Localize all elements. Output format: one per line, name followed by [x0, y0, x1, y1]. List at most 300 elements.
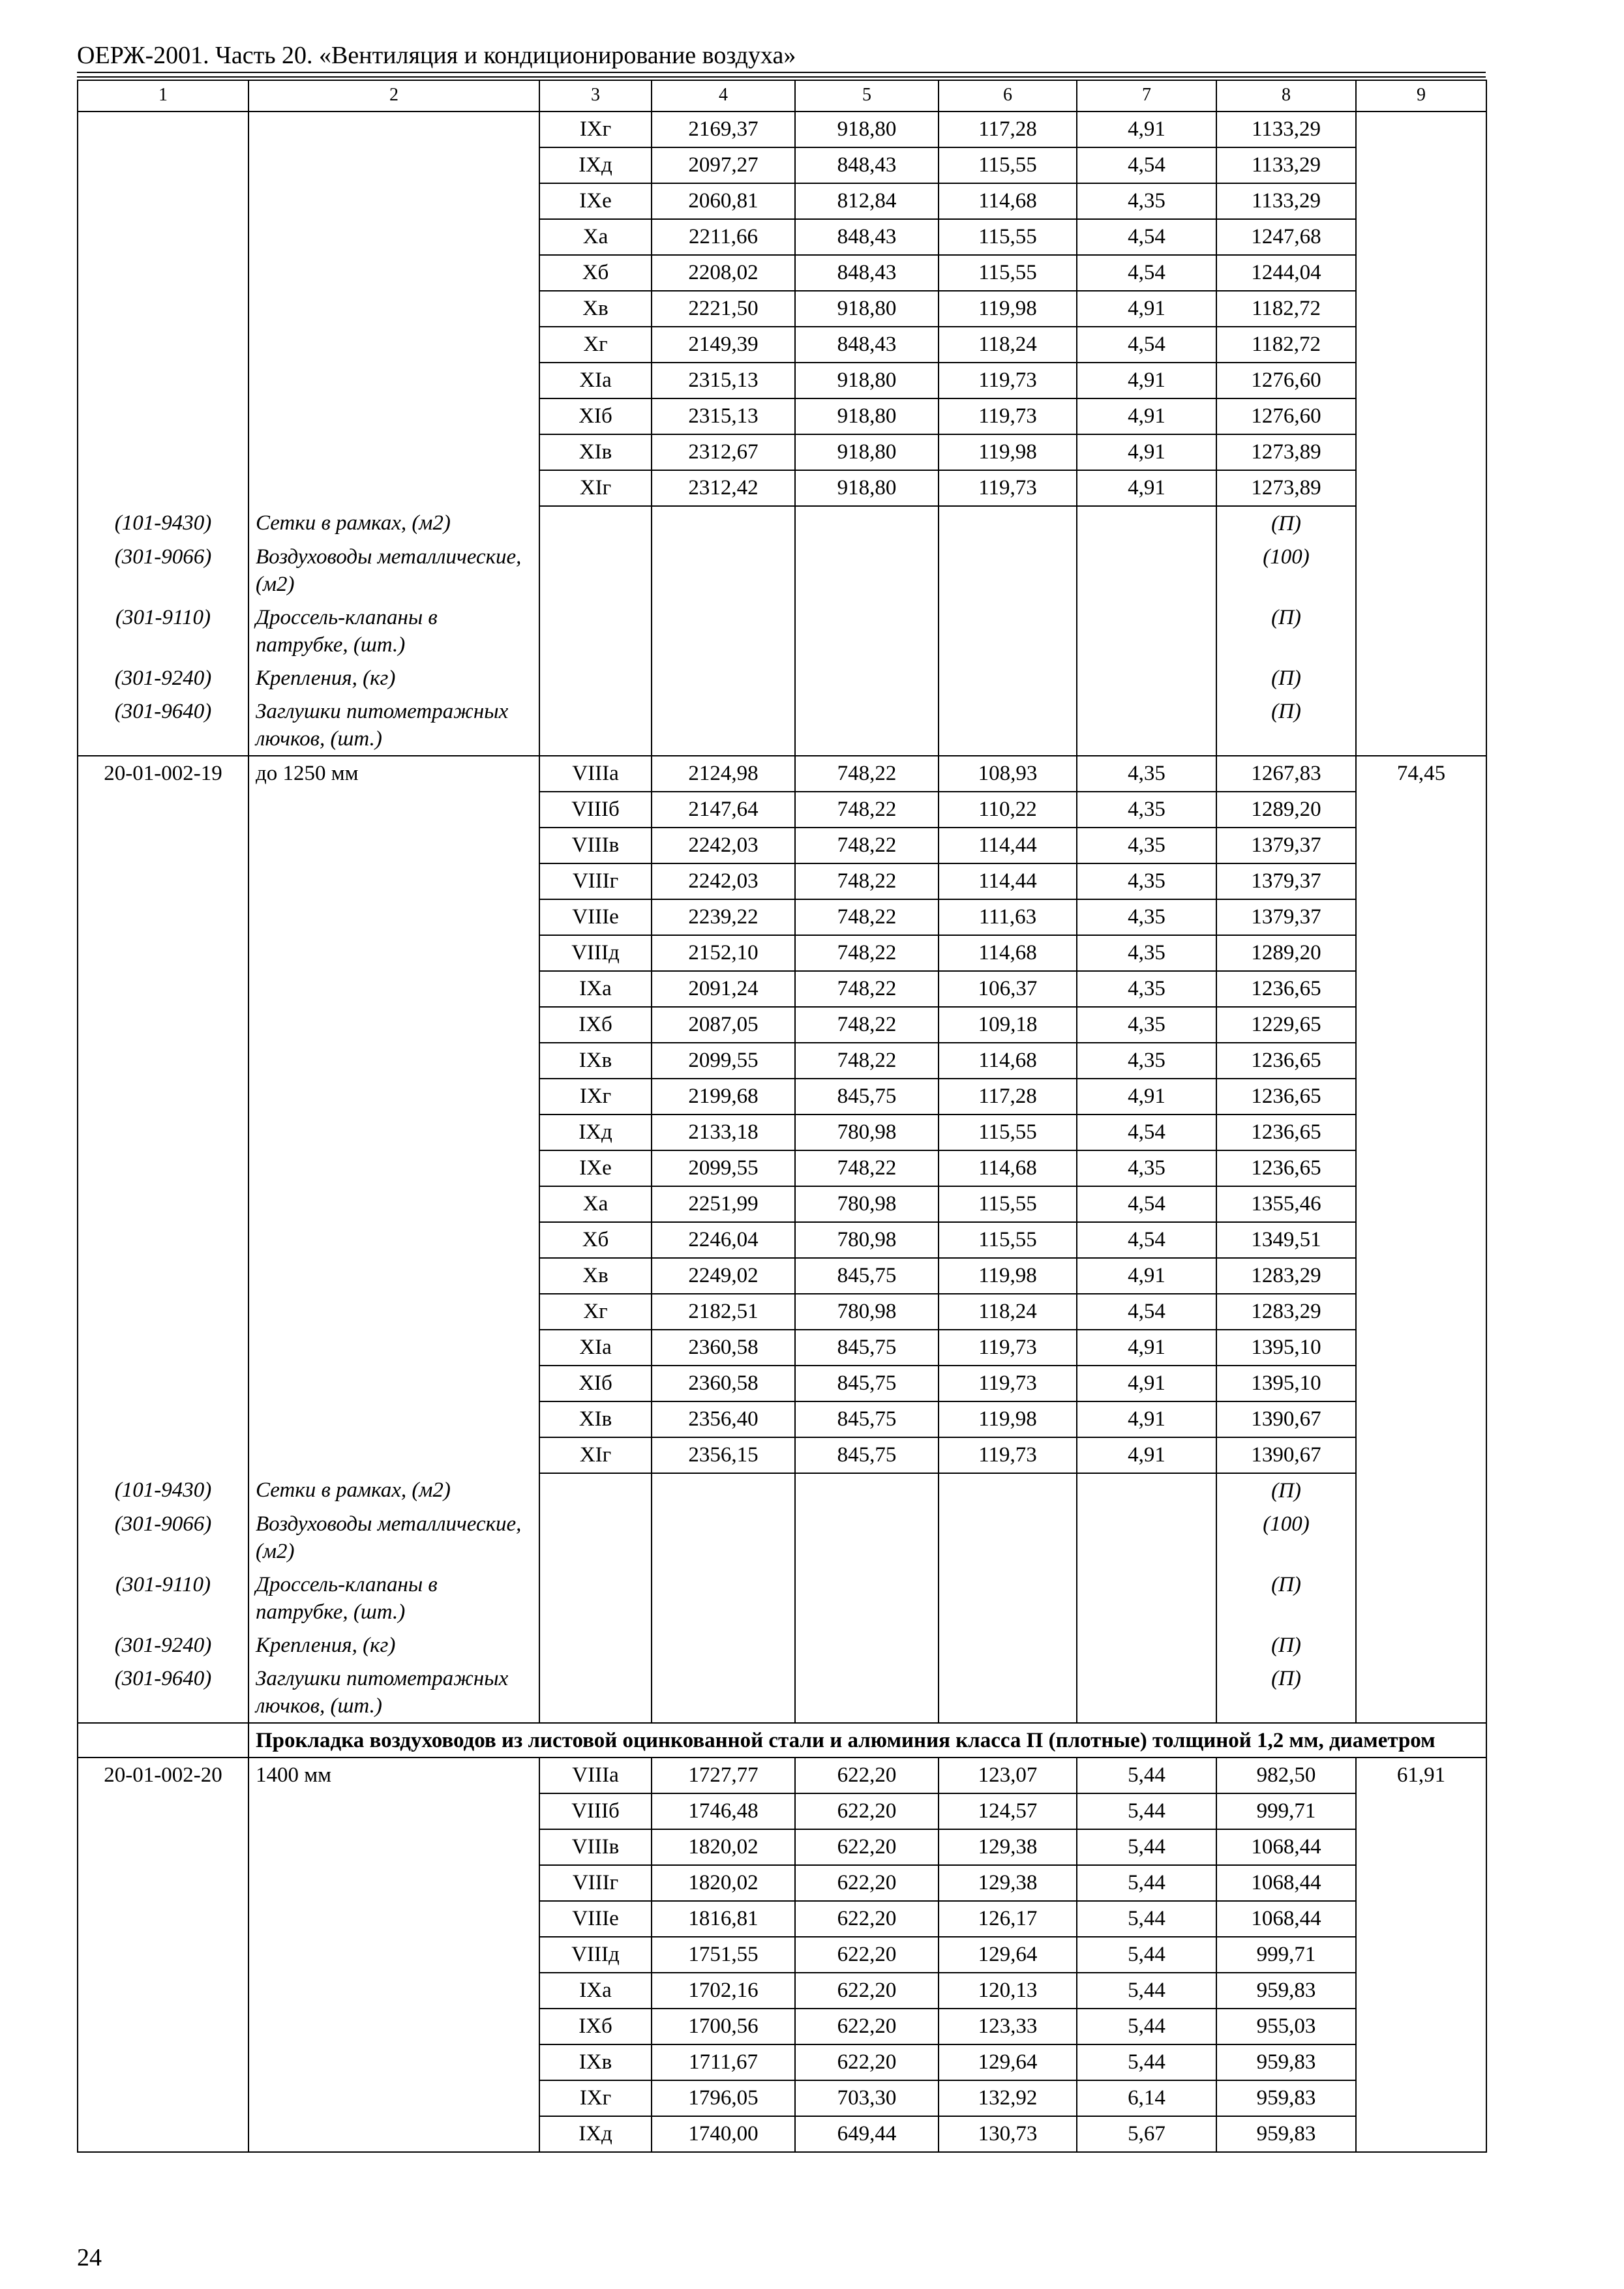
value-cell: 2312,42 [652, 470, 795, 506]
rate-code [78, 1937, 248, 1973]
region-cell: Xг [539, 1294, 652, 1330]
value-cell: 2221,50 [652, 291, 795, 327]
unit-value [1356, 1437, 1486, 1473]
value-cell: 918,80 [795, 363, 939, 398]
rate-name [248, 1043, 539, 1079]
rate-row [78, 1079, 1486, 1115]
region-cell: VIIIд [539, 935, 652, 971]
value-cell: 622,20 [795, 1901, 939, 1937]
rate-code [78, 1150, 248, 1186]
value-cell: 2251,99 [652, 1186, 795, 1222]
region-cell: VIIIе [539, 1901, 652, 1937]
rate-code [78, 2044, 248, 2080]
rate-code [78, 434, 248, 470]
value-cell: 4,35 [1077, 828, 1216, 863]
region-cell: IXб [539, 1007, 652, 1043]
rate-name [248, 434, 539, 470]
material-name: Сетки в рамках, (м2) [248, 506, 539, 540]
empty-cell [795, 1473, 939, 1507]
value-cell: 2246,04 [652, 1222, 795, 1258]
value-cell: 126,17 [939, 1901, 1077, 1937]
value-cell: 780,98 [795, 1222, 939, 1258]
unit-value [1356, 899, 1486, 935]
rate-code [78, 1829, 248, 1865]
value-cell: 118,24 [939, 1294, 1077, 1330]
material-row [78, 1628, 1486, 1662]
material-name: Дроссель-клапаны в патрубке, (шт.) [248, 601, 539, 661]
value-cell: 959,83 [1216, 2116, 1356, 2152]
unit-value [1356, 255, 1486, 291]
value-cell: 748,22 [795, 935, 939, 971]
unit-value [1356, 363, 1486, 398]
region-cell: IXд [539, 1115, 652, 1150]
empty-cell [1356, 1568, 1486, 1628]
material-code: (301-9640) [78, 1662, 248, 1723]
material-quantity: (П) [1216, 1568, 1356, 1628]
value-cell: 999,71 [1216, 1793, 1356, 1829]
value-cell: 1395,10 [1216, 1366, 1356, 1401]
rate-code [78, 398, 248, 434]
empty-cell [795, 661, 939, 695]
value-cell: 2169,37 [652, 112, 795, 147]
value-cell: 1355,46 [1216, 1186, 1356, 1222]
material-row [78, 506, 1486, 540]
value-cell: 622,20 [795, 2009, 939, 2044]
value-cell: 4,91 [1077, 291, 1216, 327]
value-cell: 982,50 [1216, 1758, 1356, 1793]
value-cell: 117,28 [939, 1079, 1077, 1115]
value-cell: 1289,20 [1216, 792, 1356, 828]
value-cell: 622,20 [795, 1937, 939, 1973]
empty-cell [939, 1568, 1077, 1628]
value-cell: 5,67 [1077, 2116, 1216, 2152]
value-cell: 119,73 [939, 363, 1077, 398]
value-cell: 4,54 [1077, 147, 1216, 183]
rate-row [78, 1222, 1486, 1258]
rate-row [78, 1937, 1486, 1973]
value-cell: 5,44 [1077, 2009, 1216, 2044]
rate-name: до 1250 мм [248, 756, 539, 792]
unit-value [1356, 1366, 1486, 1401]
value-cell: 1267,83 [1216, 756, 1356, 792]
empty-cell [1356, 1662, 1486, 1723]
value-cell: 132,92 [939, 2080, 1077, 2116]
value-cell: 2356,15 [652, 1437, 795, 1473]
value-cell: 918,80 [795, 291, 939, 327]
value-cell: 1283,29 [1216, 1294, 1356, 1330]
rate-name [248, 1294, 539, 1330]
unit-value [1356, 1865, 1486, 1901]
rate-row [78, 756, 1486, 792]
value-cell: 114,68 [939, 1150, 1077, 1186]
unit-value [1356, 1007, 1486, 1043]
value-cell: 5,44 [1077, 1937, 1216, 1973]
empty-cell [539, 540, 652, 601]
rate-name [248, 899, 539, 935]
rate-code [78, 899, 248, 935]
rate-code [78, 2080, 248, 2116]
unit-value [1356, 1258, 1486, 1294]
value-cell: 959,83 [1216, 2044, 1356, 2080]
value-cell: 4,91 [1077, 398, 1216, 434]
material-name: Дроссель-клапаны в патрубке, (шт.) [248, 1568, 539, 1628]
value-cell: 2199,68 [652, 1079, 795, 1115]
empty-cell [652, 1507, 795, 1568]
unit-value [1356, 2044, 1486, 2080]
value-cell: 748,22 [795, 1007, 939, 1043]
value-cell: 114,68 [939, 183, 1077, 219]
value-cell: 123,33 [939, 2009, 1077, 2044]
rate-row [78, 1793, 1486, 1829]
value-cell: 622,20 [795, 1973, 939, 2009]
rate-row [78, 291, 1486, 327]
region-cell: VIIIа [539, 1758, 652, 1793]
unit-value [1356, 398, 1486, 434]
value-cell: 119,98 [939, 434, 1077, 470]
value-cell: 622,20 [795, 1793, 939, 1829]
value-cell: 1133,29 [1216, 147, 1356, 183]
value-cell: 4,54 [1077, 255, 1216, 291]
empty-cell [795, 540, 939, 601]
value-cell: 918,80 [795, 470, 939, 506]
empty-cell [1077, 601, 1216, 661]
value-cell: 119,98 [939, 1401, 1077, 1437]
rate-row [78, 147, 1486, 183]
rate-row [78, 1007, 1486, 1043]
unit-value [1356, 1222, 1486, 1258]
rate-row [78, 1366, 1486, 1401]
value-cell: 848,43 [795, 147, 939, 183]
value-cell: 2152,10 [652, 935, 795, 971]
rate-row [78, 219, 1486, 255]
empty-cell [1356, 661, 1486, 695]
value-cell: 120,13 [939, 1973, 1077, 2009]
region-cell: IXг [539, 112, 652, 147]
rate-row [78, 183, 1486, 219]
material-row [78, 540, 1486, 601]
value-cell: 4,54 [1077, 327, 1216, 363]
value-cell: 1236,65 [1216, 971, 1356, 1007]
rate-row [78, 1330, 1486, 1366]
column-number: 2 [248, 80, 539, 112]
empty-cell [652, 1662, 795, 1723]
value-cell: 1273,89 [1216, 434, 1356, 470]
unit-value [1356, 291, 1486, 327]
value-cell: 4,35 [1077, 756, 1216, 792]
empty-cell [1356, 506, 1486, 540]
region-cell: XIб [539, 1366, 652, 1401]
rate-name [248, 291, 539, 327]
value-cell: 1236,65 [1216, 1043, 1356, 1079]
material-code: (301-9640) [78, 695, 248, 756]
value-cell: 918,80 [795, 434, 939, 470]
unit-value [1356, 792, 1486, 828]
rate-row [78, 1043, 1486, 1079]
value-cell: 119,98 [939, 1258, 1077, 1294]
region-cell: VIIIв [539, 1829, 652, 1865]
value-cell: 2060,81 [652, 183, 795, 219]
empty-cell [652, 1628, 795, 1662]
rate-name [248, 183, 539, 219]
unit-value [1356, 2080, 1486, 2116]
value-cell: 129,64 [939, 1937, 1077, 1973]
section-code-empty [78, 1723, 248, 1758]
rate-name [248, 1829, 539, 1865]
rate-name [248, 1366, 539, 1401]
value-cell: 5,44 [1077, 1973, 1216, 2009]
value-cell: 845,75 [795, 1437, 939, 1473]
rate-row [78, 1901, 1486, 1937]
value-cell: 110,22 [939, 792, 1077, 828]
value-cell: 2182,51 [652, 1294, 795, 1330]
value-cell: 117,28 [939, 112, 1077, 147]
rate-code [78, 935, 248, 971]
value-cell: 4,35 [1077, 792, 1216, 828]
empty-cell [1077, 1568, 1216, 1628]
value-cell: 649,44 [795, 2116, 939, 2152]
column-number: 4 [652, 80, 795, 112]
unit-value [1356, 1793, 1486, 1829]
value-cell: 109,18 [939, 1007, 1077, 1043]
value-cell: 129,64 [939, 2044, 1077, 2080]
value-cell: 119,73 [939, 470, 1077, 506]
value-cell: 4,91 [1077, 1079, 1216, 1115]
material-name: Сетки в рамках, (м2) [248, 1473, 539, 1507]
region-cell: IXв [539, 1043, 652, 1079]
rate-row [78, 792, 1486, 828]
value-cell: 4,91 [1077, 1437, 1216, 1473]
rate-name [248, 1901, 539, 1937]
value-cell: 4,54 [1077, 219, 1216, 255]
rate-name [248, 863, 539, 899]
column-number: 9 [1356, 80, 1486, 112]
empty-cell [652, 506, 795, 540]
rate-code [78, 219, 248, 255]
empty-cell [539, 1507, 652, 1568]
unit-value: 61,91 [1356, 1758, 1486, 1793]
value-cell: 2087,05 [652, 1007, 795, 1043]
rate-name [248, 935, 539, 971]
value-cell: 1283,29 [1216, 1258, 1356, 1294]
unit-value: 74,45 [1356, 756, 1486, 792]
region-cell: IXд [539, 2116, 652, 2152]
empty-cell [1356, 1473, 1486, 1507]
material-code: (301-9066) [78, 1507, 248, 1568]
value-cell: 5,44 [1077, 1901, 1216, 1937]
rate-name [248, 1258, 539, 1294]
empty-cell [795, 1662, 939, 1723]
value-cell: 4,35 [1077, 935, 1216, 971]
rate-name [248, 1079, 539, 1115]
rate-row [78, 971, 1486, 1007]
rate-row [78, 1401, 1486, 1437]
column-number: 1 [78, 80, 248, 112]
rate-row [78, 1865, 1486, 1901]
material-code: (301-9066) [78, 540, 248, 601]
value-cell: 108,93 [939, 756, 1077, 792]
rate-name [248, 470, 539, 506]
material-code: (301-9240) [78, 661, 248, 695]
rate-code [78, 1007, 248, 1043]
value-cell: 119,73 [939, 1330, 1077, 1366]
empty-cell [939, 661, 1077, 695]
value-cell: 1390,67 [1216, 1401, 1356, 1437]
value-cell: 4,54 [1077, 1186, 1216, 1222]
region-cell: Xа [539, 1186, 652, 1222]
region-cell: XIг [539, 1437, 652, 1473]
rate-name [248, 1186, 539, 1222]
value-cell: 130,73 [939, 2116, 1077, 2152]
material-code: (301-9110) [78, 601, 248, 661]
material-row [78, 1473, 1486, 1507]
value-cell: 1236,65 [1216, 1115, 1356, 1150]
value-cell: 4,91 [1077, 1366, 1216, 1401]
value-cell: 119,73 [939, 1437, 1077, 1473]
unit-value [1356, 2116, 1486, 2152]
rate-code [78, 828, 248, 863]
rate-row [78, 935, 1486, 971]
rate-code [78, 255, 248, 291]
rate-row [78, 1829, 1486, 1865]
rate-row [78, 1437, 1486, 1473]
material-name: Крепления, (кг) [248, 1628, 539, 1662]
region-cell: Xб [539, 255, 652, 291]
empty-cell [939, 1662, 1077, 1723]
value-cell: 845,75 [795, 1366, 939, 1401]
value-cell: 6,14 [1077, 2080, 1216, 2116]
region-cell: XIв [539, 1401, 652, 1437]
value-cell: 748,22 [795, 899, 939, 935]
material-name: Воздуховоды металлические, (м2) [248, 1507, 539, 1568]
rate-code [78, 2009, 248, 2044]
value-cell: 812,84 [795, 183, 939, 219]
value-cell: 959,83 [1216, 2080, 1356, 2116]
rate-row [78, 828, 1486, 863]
region-cell: XIг [539, 470, 652, 506]
unit-value [1356, 470, 1486, 506]
rate-code [78, 1901, 248, 1937]
rate-name [248, 2080, 539, 2116]
column-number: 7 [1077, 80, 1216, 112]
value-cell: 4,35 [1077, 1007, 1216, 1043]
value-cell: 780,98 [795, 1115, 939, 1150]
rate-code [78, 971, 248, 1007]
empty-cell [1356, 540, 1486, 601]
rate-name: 1400 мм [248, 1758, 539, 1793]
rate-row [78, 863, 1486, 899]
value-cell: 2315,13 [652, 363, 795, 398]
region-cell: VIIIг [539, 1865, 652, 1901]
empty-cell [795, 1507, 939, 1568]
rate-code [78, 2116, 248, 2152]
region-cell: Xб [539, 1222, 652, 1258]
rate-row [78, 1115, 1486, 1150]
material-code: (301-9240) [78, 1628, 248, 1662]
value-cell: 4,35 [1077, 1150, 1216, 1186]
empty-cell [1077, 1662, 1216, 1723]
empty-cell [652, 1473, 795, 1507]
value-cell: 748,22 [795, 792, 939, 828]
rate-code [78, 1294, 248, 1330]
value-cell: 1236,65 [1216, 1150, 1356, 1186]
value-cell: 2242,03 [652, 863, 795, 899]
empty-cell [939, 601, 1077, 661]
empty-cell [939, 1628, 1077, 1662]
empty-cell [939, 1507, 1077, 1568]
unit-value [1356, 1079, 1486, 1115]
value-cell: 1820,02 [652, 1829, 795, 1865]
value-cell: 129,38 [939, 1865, 1077, 1901]
value-cell: 2211,66 [652, 219, 795, 255]
unit-value [1356, 971, 1486, 1007]
value-cell: 1133,29 [1216, 112, 1356, 147]
region-cell: IXа [539, 971, 652, 1007]
value-cell: 2315,13 [652, 398, 795, 434]
value-cell: 1068,44 [1216, 1829, 1356, 1865]
value-cell: 2091,24 [652, 971, 795, 1007]
empty-cell [1077, 1473, 1216, 1507]
region-cell: Xг [539, 327, 652, 363]
document-header: ОЕРЖ-2001. Часть 20. «Вентиляция и кондиционирование воздуха» [77, 42, 796, 69]
rate-name [248, 255, 539, 291]
region-cell: XIв [539, 434, 652, 470]
rate-code [78, 1437, 248, 1473]
value-cell: 1700,56 [652, 2009, 795, 2044]
rate-name [248, 147, 539, 183]
region-cell: IXе [539, 183, 652, 219]
rate-row [78, 398, 1486, 434]
value-cell: 5,44 [1077, 1758, 1216, 1793]
value-cell: 748,22 [795, 1150, 939, 1186]
value-cell: 1236,65 [1216, 1079, 1356, 1115]
empty-cell [1077, 661, 1216, 695]
region-cell: IXа [539, 1973, 652, 2009]
rate-code [78, 1366, 248, 1401]
region-cell: IXе [539, 1150, 652, 1186]
material-quantity: (П) [1216, 661, 1356, 695]
value-cell: 748,22 [795, 828, 939, 863]
material-row [78, 695, 1486, 756]
rate-row [78, 327, 1486, 363]
unit-value [1356, 1937, 1486, 1973]
empty-cell [539, 695, 652, 756]
rate-row [78, 1186, 1486, 1222]
value-cell: 1702,16 [652, 1973, 795, 2009]
rate-name [248, 971, 539, 1007]
unit-value [1356, 1330, 1486, 1366]
value-cell: 848,43 [795, 327, 939, 363]
rate-row [78, 2116, 1486, 2152]
region-cell: VIIIб [539, 792, 652, 828]
value-cell: 1182,72 [1216, 327, 1356, 363]
rate-code [78, 1222, 248, 1258]
region-cell: Xв [539, 291, 652, 327]
empty-cell [1077, 540, 1216, 601]
rate-code [78, 147, 248, 183]
empty-cell [1077, 1628, 1216, 1662]
value-cell: 2133,18 [652, 1115, 795, 1150]
value-cell: 918,80 [795, 112, 939, 147]
value-cell: 845,75 [795, 1401, 939, 1437]
rate-name [248, 2116, 539, 2152]
rate-code [78, 327, 248, 363]
rate-name [248, 112, 539, 147]
value-cell: 124,57 [939, 1793, 1077, 1829]
rate-name [248, 2044, 539, 2080]
value-cell: 2249,02 [652, 1258, 795, 1294]
rate-name [248, 828, 539, 863]
empty-cell [1356, 1507, 1486, 1568]
